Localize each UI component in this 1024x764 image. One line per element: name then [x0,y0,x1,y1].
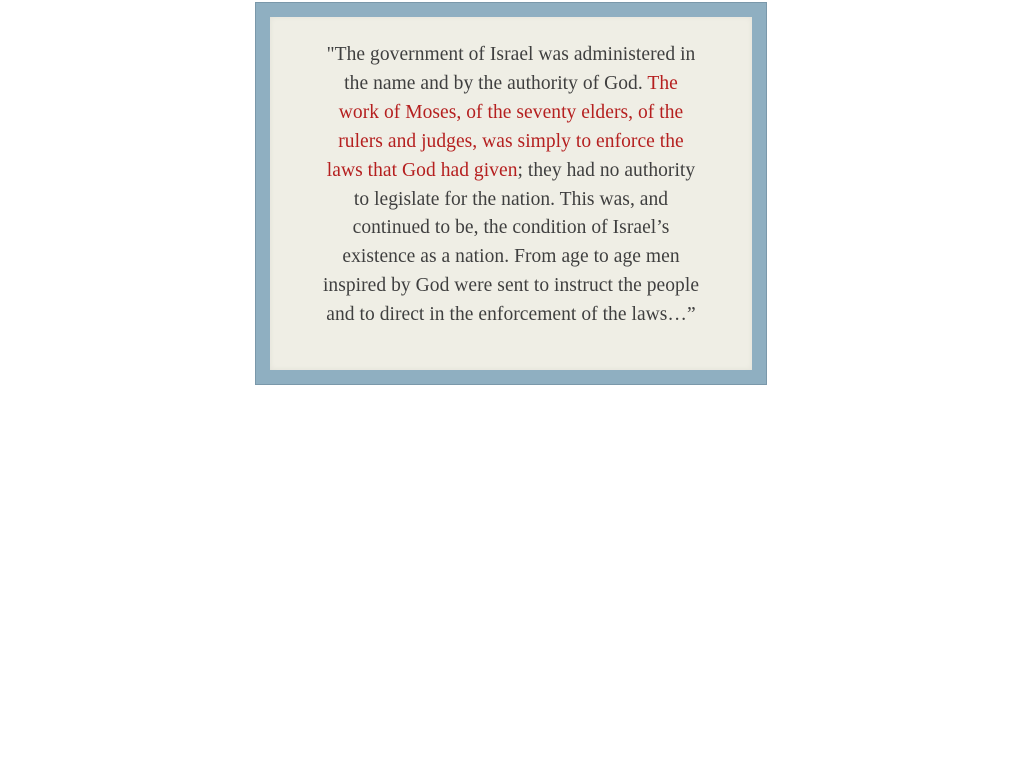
quote-highlight: laws that God had given [326,159,518,181]
quote-highlight-line: rulers and judges, was simply to enforce the [338,130,684,152]
quote-segment: "The government of Israel was administered in [326,44,696,65]
quote-line: inspired by God were sent to instruct the people [322,275,700,297]
quote-highlight-line: work of Moses, of the seventy elders, of the [338,101,684,123]
quote-line: continued to be, the condition of Israel’s [352,217,670,239]
quote-text [282,41,740,330]
quote-line [282,41,740,70]
quote-segment: ; they had no authority [517,159,696,181]
slide-paper [270,17,752,370]
quote-line [282,70,740,99]
quote-line: existence as a nation. From age to age men [342,246,680,268]
quote-line: and to direct in the enforcement of the laws…” [326,304,696,326]
quote-line [282,157,740,186]
quote-line: to legislate for the nation. This was, and [353,188,669,210]
quote-highlight: The [647,72,678,94]
quote-segment: the name and by the authority of God. [344,72,648,94]
slide-frame [255,2,767,385]
